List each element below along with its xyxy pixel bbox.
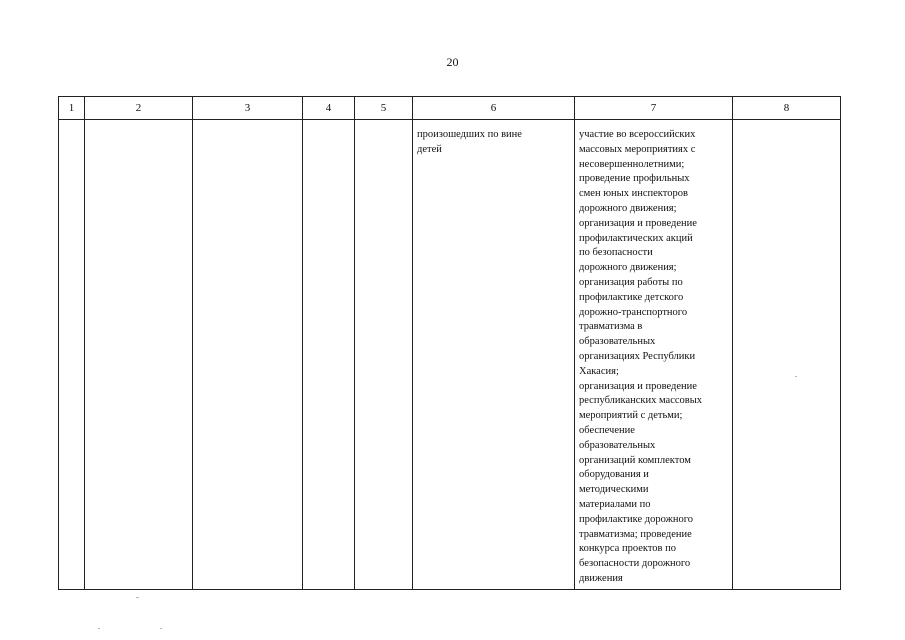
cell-text-col-5 bbox=[355, 120, 412, 128]
cell-col-4 bbox=[303, 120, 355, 590]
scan-artifact bbox=[136, 597, 139, 598]
column-header-2: 2 bbox=[85, 97, 193, 120]
cell-col-3 bbox=[193, 120, 303, 590]
column-header-6: 6 bbox=[413, 97, 575, 120]
column-header-8: 8 bbox=[733, 97, 841, 120]
page-number: 20 bbox=[446, 55, 459, 69]
column-header-4: 4 bbox=[303, 97, 355, 120]
cell-col-2 bbox=[85, 120, 193, 590]
cell-col-7 bbox=[575, 120, 733, 590]
table-header-row bbox=[59, 97, 841, 120]
column-header-3: 3 bbox=[193, 97, 303, 120]
scan-artifact bbox=[98, 628, 100, 629]
cell-text-col-1 bbox=[59, 120, 84, 128]
cell-text-col-6: произошедших по вине детей bbox=[417, 129, 522, 155]
cell-text-col-2 bbox=[85, 120, 192, 128]
column-header-5: 5 bbox=[355, 97, 413, 120]
cell-text-col-4 bbox=[303, 120, 354, 128]
cell-text-col-8 bbox=[733, 120, 840, 128]
cell-col-6 bbox=[413, 120, 575, 590]
cell-col-5 bbox=[355, 120, 413, 590]
cell-text-col-7: участие во всероссийских массовых мероприятиях с несовершеннолетними; проведение профильных смен юных инспекторов дорожного движения; организация и проведение профилактических акций по безопасности дорожного движения; организация работы по профилактике детского дорожно-транспортного травматизма в образовательных организациях Республики Хакасия; организация и проведение республиканских массовых мероприятий с детьми; обеспечение образовательных организаций комплектом оборудования и методическими материалами по профилактике дорожного травматизма; проведение конкурса проектов по безопасности дорожного движения bbox=[579, 129, 703, 584]
column-header-1: 1 bbox=[59, 97, 85, 120]
table-row bbox=[59, 120, 841, 590]
scan-artifact bbox=[160, 628, 162, 629]
scan-artifact bbox=[795, 376, 797, 377]
column-header-7: 7 bbox=[575, 97, 733, 120]
program-table bbox=[58, 96, 841, 590]
cell-col-1 bbox=[59, 120, 85, 590]
cell-text-col-3 bbox=[193, 120, 302, 128]
cell-col-8 bbox=[733, 120, 841, 590]
